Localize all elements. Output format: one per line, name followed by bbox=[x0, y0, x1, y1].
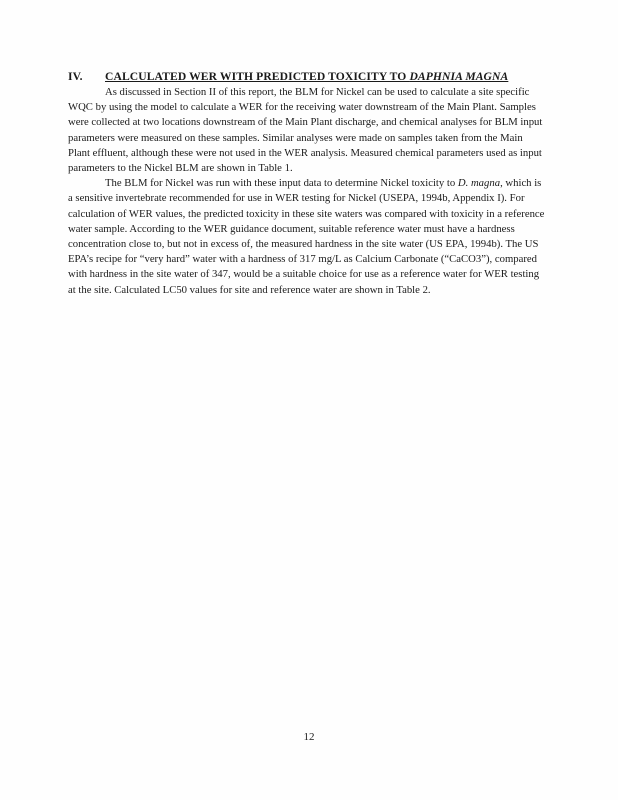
section-title bbox=[105, 70, 508, 83]
paragraph-1: As discussed in Section II of this report, the BLM for Nickel can be used to calculate a site specific WQC by using the model to calculate a WER for the receiving water downstream of the Main Plant. Samples were collected at two locations downstream of the Main Plant discharge, and chemical analyses for BLM input parameters were measured on these samples. Similar analyses were made on samples taken from the Main Plant effluent, although these were not used in the WER analysis. Measured chemical parameters used as input parameters to the Nickel BLM are shown in Table 1. bbox=[68, 86, 543, 175]
section-title-text: CALCULATED WER WITH PREDICTED TOXICITY TO bbox=[105, 70, 410, 83]
paragraph-2-end: , which is a sensitive invertebrate recommended for use in WER testing for Nickel (USEPA, 1994b, Appendix I). For calculation of WER values, the predicted toxicity in these site waters was compared with toxicity in a reference water sample. According to the WER guidance document, suitable reference water must have a hardness concentration close to, but not in excess of, the measured hardness in the site water (US EPA, 1994b). The US EPA’s recipe for “very hard” water with a hardness of 317 mg/L as Calcium Carbonate (“CaCO3”), compared with hardness in the site water of 347, would be a suitable choice for use as a reference water for WER testing at the site. Calculated LC50 values for site and reference water are shown in Table 2. bbox=[68, 177, 545, 296]
page-number: 12 bbox=[303, 731, 315, 743]
section-number: IV. bbox=[68, 70, 83, 83]
paragraph-2 bbox=[68, 176, 546, 298]
paragraph-2-start: The BLM for Nickel was run with these input data to determine Nickel toxicity to bbox=[105, 177, 458, 190]
section-title-species: DAPHNIA MAGNA bbox=[409, 70, 509, 83]
section-heading bbox=[68, 70, 548, 83]
species-name: D. magna bbox=[457, 177, 501, 190]
body-text bbox=[68, 85, 546, 298]
